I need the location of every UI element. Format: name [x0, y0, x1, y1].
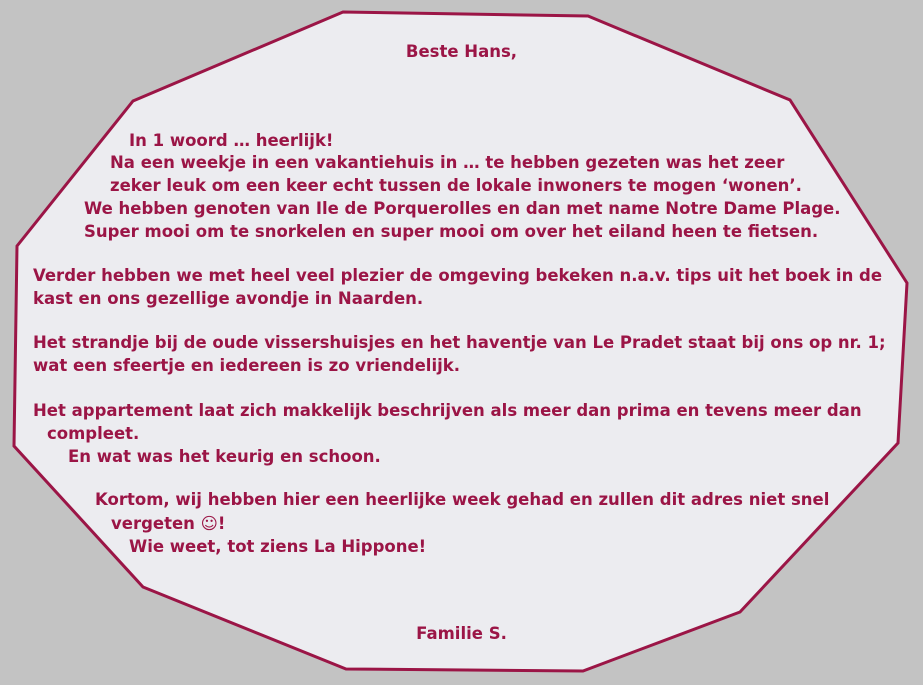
letter-line: Kortom, wij hebben hier een heerlijke week gehad en zullen dit adres niet snel	[95, 490, 830, 509]
letter-line: vergeten ☺!	[111, 514, 226, 533]
letter-line: Het strandje bij de oude vissershuisjes en het haventje van Le Pradet staat bij ons op nr. 1;	[33, 333, 886, 352]
letter-line: Super mooi om te snorkelen en super mooi om over het eiland heen te fietsen.	[84, 222, 819, 241]
letter-line: compleet.	[47, 424, 140, 443]
letter-line: Wie weet, tot ziens La Hippone!	[129, 537, 427, 556]
letter-line: zeker leuk om een keer echt tussen de lokale inwoners te mogen ‘wonen’.	[110, 176, 802, 195]
greeting: Beste Hans,	[405, 42, 518, 61]
letter-line: kast en ons gezellige avondje in Naarden.	[33, 289, 424, 308]
letter-line: In 1 woord … heerlijk!	[129, 131, 334, 150]
letter-line: Verder hebben we met heel veel plezier de omgeving bekeken n.a.v. tips uit het boek in de	[33, 266, 883, 285]
signature: Familie S.	[416, 624, 507, 643]
letter-line: En wat was het keurig en schoon.	[68, 447, 381, 466]
letter-line: wat een sfeertje en iedereen is zo vriendelijk.	[33, 356, 461, 375]
letter-line: We hebben genoten van Ile de Porquerolles en dan met name Notre Dame Plage.	[84, 199, 841, 218]
letter-line: Het appartement laat zich makkelijk beschrijven als meer dan prima en tevens meer dan	[33, 401, 862, 420]
letter-line: Na een weekje in een vakantiehuis in … te hebben gezeten was het zeer	[110, 153, 785, 172]
